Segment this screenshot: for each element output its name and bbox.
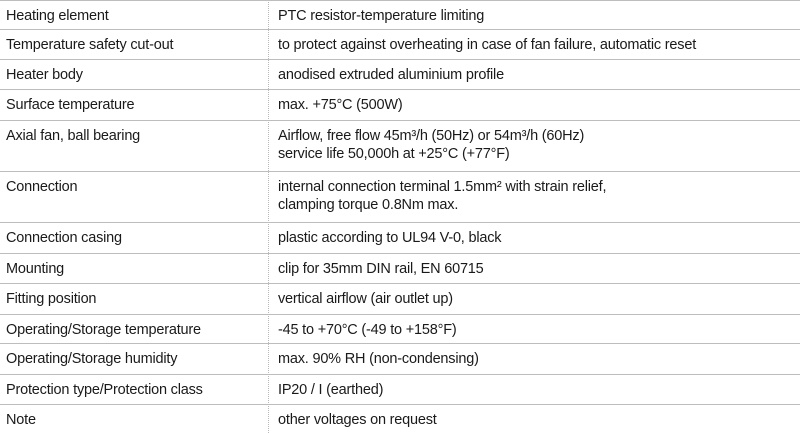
row-value bbox=[278, 411, 437, 429]
table-row bbox=[0, 405, 800, 433]
row-label: Axial fan, ball bearing bbox=[6, 128, 141, 144]
row-value bbox=[278, 36, 696, 54]
row-value bbox=[278, 178, 606, 214]
row-label: Fitting position bbox=[6, 291, 97, 307]
table-row bbox=[0, 315, 800, 344]
table-row bbox=[0, 254, 800, 284]
row-value bbox=[278, 66, 504, 84]
row-value-line: max. 90% RH (non-condensing) bbox=[278, 351, 479, 367]
row-label: Mounting bbox=[6, 261, 65, 277]
table-row bbox=[0, 344, 800, 375]
row-label: Heating element bbox=[6, 8, 109, 24]
row-value-line: max. +75°C (500W) bbox=[278, 97, 403, 113]
row-value bbox=[278, 290, 453, 308]
row-value-line: clip for 35mm DIN rail, EN 60715 bbox=[278, 261, 484, 277]
row-value bbox=[278, 321, 456, 339]
row-label: Note bbox=[6, 412, 36, 428]
row-label: Surface temperature bbox=[6, 97, 135, 113]
table-row bbox=[0, 284, 800, 315]
row-value bbox=[278, 229, 501, 247]
row-value-line: Airflow, free flow 45m³/h (50Hz) or 54m³/h (60Hz) bbox=[278, 128, 585, 144]
row-label: Heater body bbox=[6, 67, 83, 83]
row-value bbox=[278, 96, 402, 114]
row-value-line: other voltages on request bbox=[278, 412, 437, 428]
row-value-line: clamping torque 0.8Nm max. bbox=[278, 197, 459, 213]
row-value-line: PTC resistor-temperature limiting bbox=[278, 8, 485, 24]
row-label: Protection type/Protection class bbox=[6, 382, 203, 398]
row-value-line: -45 to +70°C (-49 to +158°F) bbox=[278, 322, 457, 338]
row-value bbox=[278, 7, 484, 25]
table-row bbox=[0, 121, 800, 172]
table-row bbox=[0, 172, 800, 223]
row-value-line: IP20 / I (earthed) bbox=[278, 382, 384, 398]
row-label: Connection bbox=[6, 179, 78, 195]
table-row bbox=[0, 30, 800, 60]
table-row bbox=[0, 0, 800, 30]
row-value bbox=[278, 260, 484, 278]
row-value-line: plastic according to UL94 V-0, black bbox=[278, 230, 502, 246]
row-value-line: anodised extruded aluminium profile bbox=[278, 67, 504, 83]
table-row bbox=[0, 90, 800, 121]
row-value bbox=[278, 127, 584, 163]
table-row bbox=[0, 375, 800, 405]
row-value-line: to protect against overheating in case of fan failure, automatic reset bbox=[278, 37, 697, 53]
row-value-line: internal connection terminal 1.5mm² with strain relief, bbox=[278, 179, 607, 195]
row-label: Connection casing bbox=[6, 230, 122, 246]
row-label: Temperature safety cut-out bbox=[6, 37, 174, 53]
row-label: Operating/Storage humidity bbox=[6, 351, 178, 367]
table-row bbox=[0, 223, 800, 254]
row-value-line: vertical airflow (air outlet up) bbox=[278, 291, 453, 307]
row-value-line: service life 50,000h at +25°C (+77°F) bbox=[278, 146, 510, 162]
row-value bbox=[278, 381, 383, 399]
table-row bbox=[0, 60, 800, 90]
row-label: Operating/Storage temperature bbox=[6, 322, 201, 338]
row-value bbox=[278, 350, 479, 368]
